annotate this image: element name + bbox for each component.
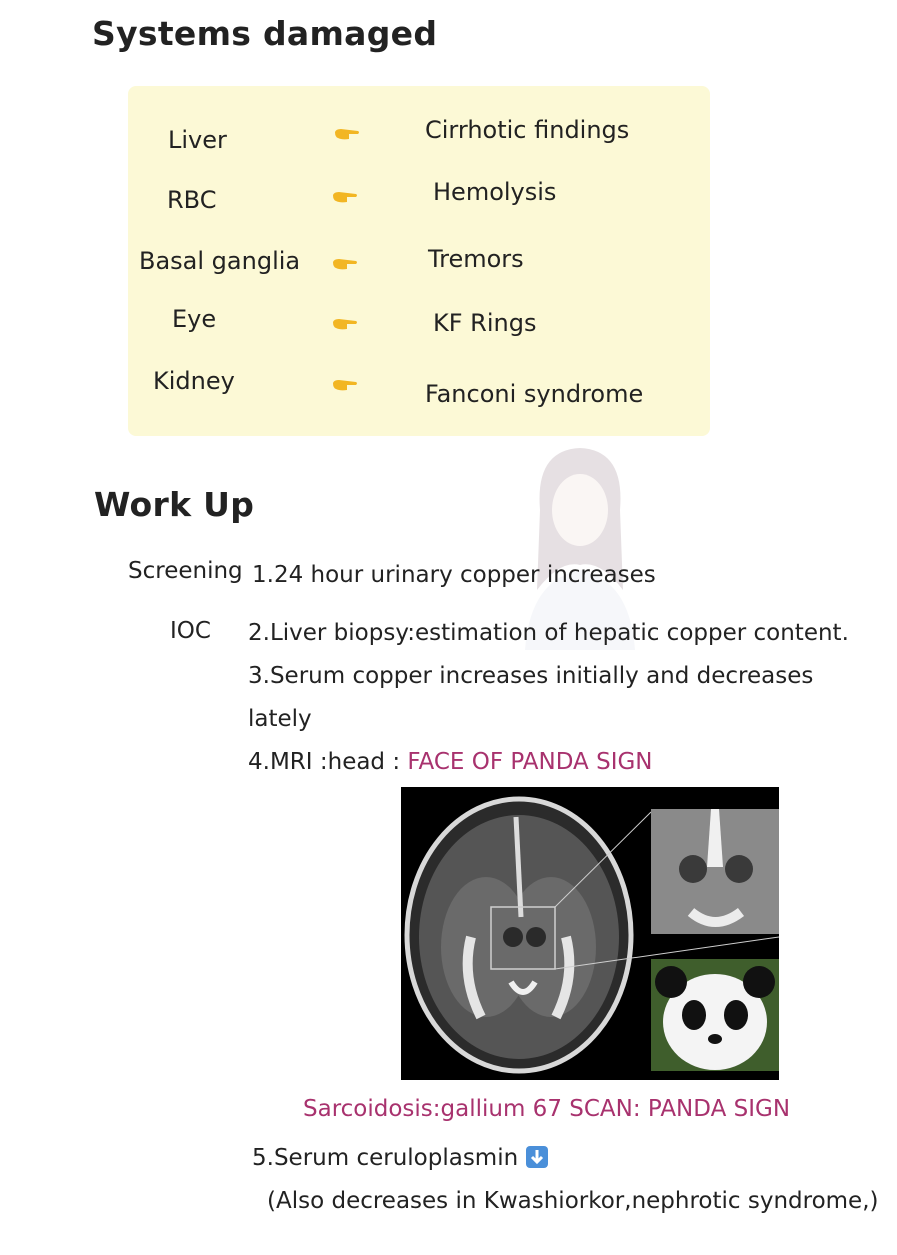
workup-item-1: 1.24 hour urinary copper increases bbox=[252, 562, 656, 588]
down-arrow-icon bbox=[526, 1146, 548, 1168]
finding-basal-ganglia: Tremors bbox=[428, 245, 524, 273]
organ-liver: Liver bbox=[168, 126, 227, 154]
finding-eye: KF Rings bbox=[433, 309, 537, 337]
pointing-hand-icon bbox=[334, 127, 360, 141]
pointing-hand-icon bbox=[332, 317, 358, 331]
workup-item-3a: 3.Serum copper increases initially and decreases bbox=[248, 663, 814, 689]
finding-liver: Cirrhotic findings bbox=[425, 116, 630, 144]
ioc-label: IOC bbox=[170, 618, 211, 644]
systems-title: Systems damaged bbox=[92, 14, 438, 53]
workup-item-3b: lately bbox=[248, 706, 312, 732]
doctor-watermark bbox=[505, 440, 655, 650]
sarcoidosis-note: Sarcoidosis:gallium 67 SCAN: PANDA SIGN bbox=[303, 1096, 791, 1122]
pointing-hand-icon bbox=[332, 257, 358, 271]
finding-rbc: Hemolysis bbox=[433, 178, 557, 206]
organ-kidney: Kidney bbox=[153, 367, 235, 395]
workup-title: Work Up bbox=[94, 485, 255, 524]
organ-eye: Eye bbox=[172, 305, 217, 333]
item4-prefix: 4.MRI :head : bbox=[248, 749, 408, 775]
workup-item-2: 2.Liver biopsy:estimation of hepatic copper content. bbox=[248, 620, 849, 646]
workup-item-4 bbox=[248, 749, 653, 775]
ceruloplasmin-note: (Also decreases in Kwashiorkor,nephrotic syndrome,) bbox=[267, 1188, 879, 1214]
mri-figure bbox=[401, 787, 779, 1080]
organ-basal-ganglia: Basal ganglia bbox=[139, 247, 301, 275]
pointing-hand-icon bbox=[332, 190, 358, 204]
workup-item-5 bbox=[252, 1145, 548, 1171]
panda-sign-highlight: FACE OF PANDA SIGN bbox=[407, 749, 653, 775]
screening-label: Screening bbox=[128, 558, 243, 584]
organ-rbc: RBC bbox=[167, 186, 217, 214]
mri-panda-image bbox=[401, 787, 779, 1080]
pointing-hand-icon bbox=[332, 378, 358, 392]
finding-kidney: Fanconi syndrome bbox=[425, 380, 644, 408]
item5-text: 5.Serum ceruloplasmin bbox=[252, 1145, 519, 1171]
